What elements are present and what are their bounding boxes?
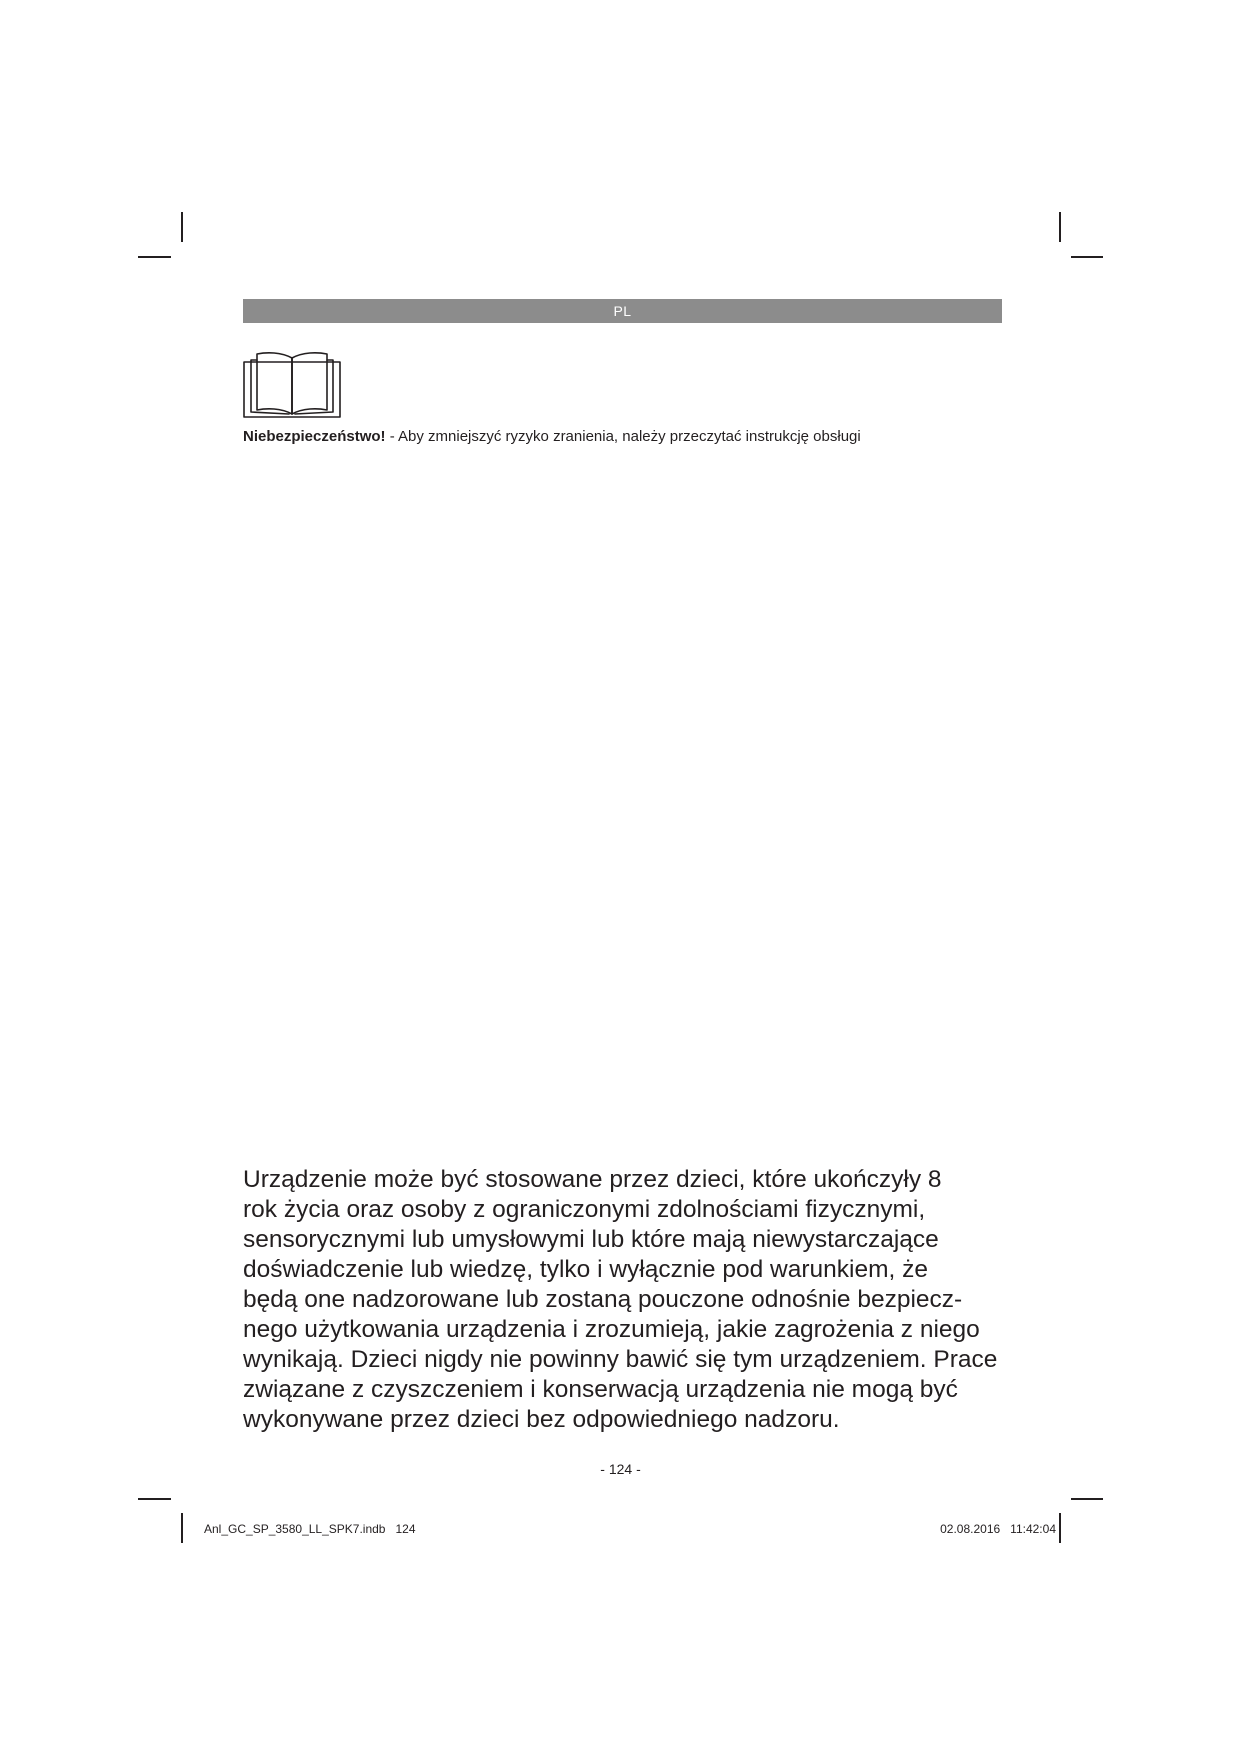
warning-text: - Aby zmniejszyć ryzyko zranienia, należy przeczytać instrukcję obsługi [385,428,861,445]
paragraph-line: wykonywane przez dzieci bez odpowiedniego nadzoru. [243,1406,840,1433]
paragraph-line: Urządzenie może być stosowane przez dzieci, które ukończyły 8 [243,1166,942,1193]
paragraph-line: sensorycznymi lub umysłowymi lub które mają niewystarczające [243,1226,939,1253]
crop-mark-bottom-right-vertical [1059,1513,1061,1543]
crop-mark-bottom-left-horizontal [138,1498,171,1500]
crop-mark-top-left-vertical [181,212,183,242]
paragraph-line: związane z czyszczeniem i konserwacją urządzenia nie mogą być [243,1376,958,1403]
paragraph-line: będą one nadzorowane lub zostaną pouczone odnośnie bezpiecz- [243,1286,963,1313]
crop-mark-top-left-horizontal [138,256,171,258]
paragraph-line: nego użytkowania urządzenia i zrozumieją, jakie zagrożenia z niego [243,1316,980,1343]
language-header-bar [243,299,1002,323]
safety-paragraph [243,1165,1013,1435]
print-timestamp: 02.08.2016 11:42:04 [940,1522,1056,1536]
crop-mark-top-right-horizontal [1071,256,1103,258]
language-label: PL [613,303,632,319]
open-book-icon [243,348,341,418]
warning-label: Niebezpieczeństwo! [243,428,386,445]
paragraph-line: rok życia oraz osoby z ograniczonymi zdolnościami fizycznymi, [243,1196,926,1223]
crop-mark-bottom-right-horizontal [1071,1498,1103,1500]
crop-mark-bottom-left-vertical [181,1513,183,1543]
page-number: - 124 - [600,1461,641,1477]
danger-warning [243,427,1003,447]
paragraph-line: doświadczenie lub wiedzę, tylko i wyłącznie pod warunkiem, że [243,1256,928,1283]
file-slug: Anl_GC_SP_3580_LL_SPK7.indb 124 [204,1522,416,1536]
paragraph-line: wynikają. Dzieci nigdy nie powinny bawić się tym urządzeniem. Prace [243,1346,998,1373]
crop-mark-top-right-vertical [1059,212,1061,242]
